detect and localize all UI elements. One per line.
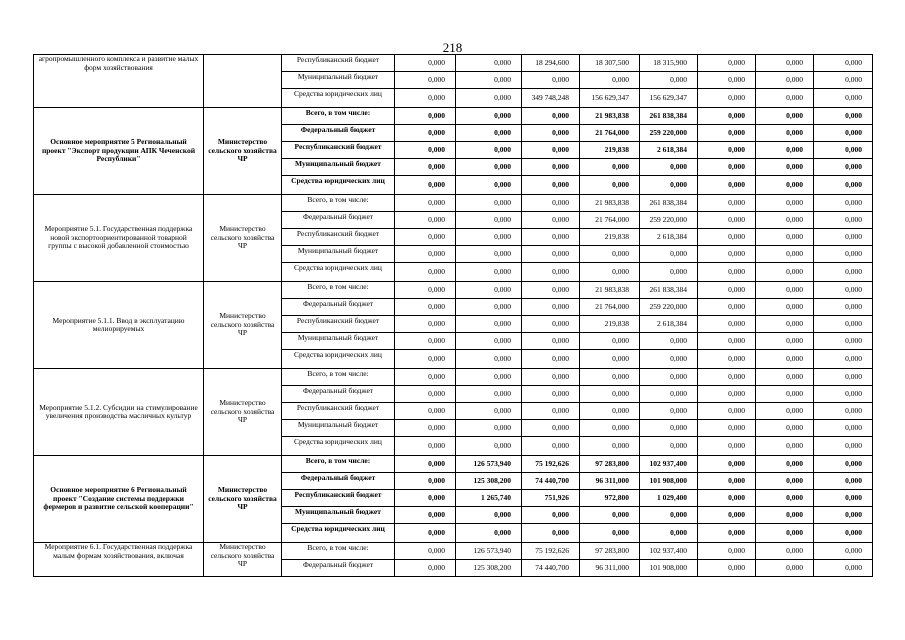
- amount-cell: 0,000: [814, 176, 873, 195]
- amount-cell: 0,000: [456, 229, 522, 246]
- amount-cell: 0,000: [395, 55, 456, 72]
- amount-cell: 21 764,000: [580, 212, 640, 229]
- amount-cell: 21 764,000: [580, 125, 640, 142]
- amount-cell: 0,000: [756, 282, 814, 299]
- amount-cell: 0,000: [522, 159, 580, 176]
- amount-cell: 0,000: [395, 490, 456, 507]
- measure-title: Мероприятие 5.1.1. Ввод в эксплуатацию мелиорируемых: [34, 282, 204, 369]
- funding-source: Муниципальный бюджет: [282, 72, 395, 89]
- amount-cell: 96 311,000: [580, 560, 640, 577]
- amount-cell: 0,000: [395, 229, 456, 246]
- amount-cell: 0,000: [395, 282, 456, 299]
- funding-source: Всего, в том числе:: [282, 543, 395, 560]
- funding-source: Федеральный бюджет: [282, 386, 395, 403]
- amount-cell: 156 629,347: [580, 89, 640, 108]
- measure-executor: Министерство сельского хозяйства ЧР: [204, 195, 282, 282]
- amount-cell: 0,000: [522, 386, 580, 403]
- funding-source: Муниципальный бюджет: [282, 246, 395, 263]
- amount-cell: 0,000: [640, 403, 698, 420]
- amount-cell: 0,000: [814, 299, 873, 316]
- amount-cell: 0,000: [698, 473, 756, 490]
- amount-cell: 2 618,384: [640, 142, 698, 159]
- measure-executor: [204, 55, 282, 108]
- amount-cell: 0,000: [756, 72, 814, 89]
- amount-cell: 0,000: [814, 316, 873, 333]
- amount-cell: 0,000: [814, 108, 873, 125]
- amount-cell: 0,000: [698, 333, 756, 350]
- amount-cell: 0,000: [698, 195, 756, 212]
- amount-cell: 0,000: [522, 282, 580, 299]
- funding-source: Средства юридических лиц: [282, 263, 395, 282]
- amount-cell: 0,000: [395, 125, 456, 142]
- amount-cell: 18 315,900: [640, 55, 698, 72]
- amount-cell: 0,000: [756, 316, 814, 333]
- amount-cell: 0,000: [580, 350, 640, 369]
- funding-source: Средства юридических лиц: [282, 89, 395, 108]
- amount-cell: 0,000: [395, 543, 456, 560]
- amount-cell: 0,000: [580, 524, 640, 543]
- amount-cell: 0,000: [456, 142, 522, 159]
- amount-cell: 0,000: [698, 229, 756, 246]
- amount-cell: 0,000: [814, 350, 873, 369]
- amount-cell: 349 748,248: [522, 89, 580, 108]
- amount-cell: 261 838,384: [640, 282, 698, 299]
- amount-cell: 0,000: [814, 263, 873, 282]
- amount-cell: 0,000: [395, 246, 456, 263]
- amount-cell: 0,000: [756, 176, 814, 195]
- amount-cell: 0,000: [395, 437, 456, 456]
- amount-cell: 0,000: [698, 437, 756, 456]
- amount-cell: 0,000: [698, 386, 756, 403]
- amount-cell: 1 265,740: [456, 490, 522, 507]
- funding-source: Всего, в том числе:: [282, 195, 395, 212]
- table-row: [34, 108, 873, 125]
- funding-source: Средства юридических лиц: [282, 437, 395, 456]
- funding-source: Всего, в том числе:: [282, 108, 395, 125]
- funding-source: Всего, в том числе:: [282, 369, 395, 386]
- measure-title: Мероприятие 5.1. Государственная поддержка новой экспортоориентированной товарной группы с высокой добавленной стоимостью: [34, 195, 204, 282]
- amount-cell: 0,000: [395, 350, 456, 369]
- measure-title: Основное мероприятие 5 Региональный проект "Экспорт продукции АПК Чеченской Республики": [34, 108, 204, 195]
- amount-cell: 126 573,940: [456, 543, 522, 560]
- amount-cell: 0,000: [814, 282, 873, 299]
- funding-source: Федеральный бюджет: [282, 125, 395, 142]
- amount-cell: 0,000: [640, 507, 698, 524]
- amount-cell: 0,000: [756, 125, 814, 142]
- funding-source: Муниципальный бюджет: [282, 159, 395, 176]
- amount-cell: 0,000: [522, 524, 580, 543]
- amount-cell: 0,000: [756, 229, 814, 246]
- amount-cell: 0,000: [580, 159, 640, 176]
- amount-cell: 0,000: [395, 263, 456, 282]
- amount-cell: 0,000: [456, 195, 522, 212]
- amount-cell: 21 983,838: [580, 108, 640, 125]
- amount-cell: 0,000: [522, 403, 580, 420]
- measure-executor: Министерство сельского хозяйства ЧР: [204, 543, 282, 577]
- amount-cell: 0,000: [756, 456, 814, 473]
- amount-cell: 2 618,384: [640, 229, 698, 246]
- funding-source: Федеральный бюджет: [282, 299, 395, 316]
- amount-cell: 0,000: [456, 89, 522, 108]
- funding-source: Федеральный бюджет: [282, 212, 395, 229]
- amount-cell: 0,000: [814, 420, 873, 437]
- amount-cell: 0,000: [395, 72, 456, 89]
- amount-cell: 97 283,800: [580, 456, 640, 473]
- amount-cell: 0,000: [814, 229, 873, 246]
- amount-cell: 0,000: [580, 403, 640, 420]
- amount-cell: 102 937,400: [640, 456, 698, 473]
- amount-cell: 0,000: [814, 89, 873, 108]
- amount-cell: 0,000: [456, 386, 522, 403]
- amount-cell: 125 308,200: [456, 560, 522, 577]
- amount-cell: 0,000: [698, 403, 756, 420]
- measure-executor: Министерство сельского хозяйства ЧР: [204, 369, 282, 456]
- amount-cell: 0,000: [640, 524, 698, 543]
- amount-cell: 0,000: [698, 524, 756, 543]
- table-row: [34, 55, 873, 72]
- amount-cell: 0,000: [756, 246, 814, 263]
- funding-source: Средства юридических лиц: [282, 524, 395, 543]
- measure-executor: Министерство сельского хозяйства ЧР: [204, 282, 282, 369]
- amount-cell: 0,000: [522, 420, 580, 437]
- amount-cell: 0,000: [456, 72, 522, 89]
- amount-cell: 0,000: [698, 316, 756, 333]
- amount-cell: 0,000: [522, 316, 580, 333]
- amount-cell: 0,000: [395, 403, 456, 420]
- amount-cell: 0,000: [456, 125, 522, 142]
- amount-cell: 0,000: [814, 473, 873, 490]
- amount-cell: 0,000: [580, 246, 640, 263]
- amount-cell: 0,000: [395, 212, 456, 229]
- amount-cell: 0,000: [580, 386, 640, 403]
- amount-cell: 0,000: [395, 524, 456, 543]
- amount-cell: 0,000: [395, 507, 456, 524]
- amount-cell: 0,000: [698, 142, 756, 159]
- amount-cell: 0,000: [756, 524, 814, 543]
- amount-cell: 0,000: [814, 55, 873, 72]
- amount-cell: 0,000: [395, 299, 456, 316]
- amount-cell: 219,838: [580, 142, 640, 159]
- amount-cell: 0,000: [456, 263, 522, 282]
- amount-cell: 0,000: [522, 212, 580, 229]
- amount-cell: 75 192,626: [522, 456, 580, 473]
- amount-cell: 0,000: [522, 125, 580, 142]
- amount-cell: 0,000: [698, 125, 756, 142]
- amount-cell: 0,000: [640, 386, 698, 403]
- amount-cell: 126 573,940: [456, 456, 522, 473]
- amount-cell: 0,000: [698, 263, 756, 282]
- amount-cell: 0,000: [814, 543, 873, 560]
- amount-cell: 0,000: [756, 350, 814, 369]
- amount-cell: 0,000: [522, 299, 580, 316]
- amount-cell: 0,000: [456, 282, 522, 299]
- funding-source: Федеральный бюджет: [282, 560, 395, 577]
- amount-cell: 0,000: [395, 369, 456, 386]
- funding-source: Федеральный бюджет: [282, 473, 395, 490]
- amount-cell: 0,000: [814, 195, 873, 212]
- funding-source: Средства юридических лиц: [282, 176, 395, 195]
- amount-cell: 74 440,700: [522, 560, 580, 577]
- amount-cell: 0,000: [456, 420, 522, 437]
- amount-cell: 96 311,000: [580, 473, 640, 490]
- funding-source: Республиканский бюджет: [282, 403, 395, 420]
- measure-title: агропромышленного комплекса и развитие малых форм хозяйствования: [34, 55, 204, 108]
- amount-cell: 0,000: [814, 212, 873, 229]
- amount-cell: 259 220,000: [640, 212, 698, 229]
- amount-cell: 0,000: [814, 125, 873, 142]
- measure-executor: Министерство сельского хозяйства ЧР: [204, 108, 282, 195]
- amount-cell: 0,000: [756, 543, 814, 560]
- amount-cell: 0,000: [814, 403, 873, 420]
- amount-cell: 0,000: [698, 159, 756, 176]
- amount-cell: 0,000: [698, 108, 756, 125]
- amount-cell: 0,000: [456, 108, 522, 125]
- amount-cell: 0,000: [456, 55, 522, 72]
- amount-cell: 125 308,200: [456, 473, 522, 490]
- amount-cell: 0,000: [395, 316, 456, 333]
- amount-cell: 261 838,384: [640, 108, 698, 125]
- amount-cell: 0,000: [580, 507, 640, 524]
- amount-cell: 0,000: [395, 142, 456, 159]
- measure-executor: Министерство сельского хозяйства ЧР: [204, 456, 282, 543]
- amount-cell: 0,000: [814, 333, 873, 350]
- amount-cell: 0,000: [756, 490, 814, 507]
- amount-cell: 0,000: [580, 420, 640, 437]
- amount-cell: 18 307,500: [580, 55, 640, 72]
- amount-cell: 0,000: [756, 195, 814, 212]
- amount-cell: 0,000: [756, 159, 814, 176]
- amount-cell: 0,000: [640, 263, 698, 282]
- amount-cell: 0,000: [814, 560, 873, 577]
- amount-cell: 0,000: [456, 333, 522, 350]
- amount-cell: 101 908,000: [640, 560, 698, 577]
- measure-title: Основное мероприятие 6 Региональный проект "Создание системы поддержки фермеров и развитие сельской кооперации": [34, 456, 204, 543]
- amount-cell: 0,000: [522, 507, 580, 524]
- amount-cell: 0,000: [456, 246, 522, 263]
- amount-cell: 0,000: [395, 195, 456, 212]
- funding-source: Республиканский бюджет: [282, 490, 395, 507]
- amount-cell: 0,000: [395, 456, 456, 473]
- amount-cell: 0,000: [756, 386, 814, 403]
- amount-cell: 0,000: [756, 560, 814, 577]
- amount-cell: 0,000: [756, 420, 814, 437]
- measure-title: Мероприятие 6.1. Государственная поддержка малым формам хозяйствования, включая: [34, 543, 204, 577]
- funding-source: Республиканский бюджет: [282, 55, 395, 72]
- amount-cell: 101 908,000: [640, 473, 698, 490]
- amount-cell: 0,000: [522, 108, 580, 125]
- amount-cell: 0,000: [640, 333, 698, 350]
- amount-cell: 0,000: [456, 350, 522, 369]
- amount-cell: 0,000: [395, 473, 456, 490]
- amount-cell: 0,000: [756, 299, 814, 316]
- amount-cell: 0,000: [814, 72, 873, 89]
- amount-cell: 1 029,400: [640, 490, 698, 507]
- amount-cell: 0,000: [756, 473, 814, 490]
- amount-cell: 0,000: [698, 176, 756, 195]
- amount-cell: 0,000: [522, 142, 580, 159]
- amount-cell: 0,000: [756, 55, 814, 72]
- amount-cell: 0,000: [698, 369, 756, 386]
- amount-cell: 0,000: [640, 72, 698, 89]
- amount-cell: 0,000: [698, 420, 756, 437]
- amount-cell: 0,000: [456, 369, 522, 386]
- amount-cell: 0,000: [698, 456, 756, 473]
- amount-cell: 0,000: [698, 89, 756, 108]
- amount-cell: 0,000: [698, 543, 756, 560]
- amount-cell: 0,000: [640, 420, 698, 437]
- amount-cell: 972,800: [580, 490, 640, 507]
- amount-cell: 0,000: [698, 55, 756, 72]
- amount-cell: 0,000: [814, 507, 873, 524]
- funding-source: Республиканский бюджет: [282, 229, 395, 246]
- amount-cell: 0,000: [522, 350, 580, 369]
- amount-cell: 97 283,800: [580, 543, 640, 560]
- amount-cell: 0,000: [395, 386, 456, 403]
- amount-cell: 0,000: [698, 507, 756, 524]
- amount-cell: 0,000: [756, 403, 814, 420]
- amount-cell: 0,000: [580, 437, 640, 456]
- amount-cell: 219,838: [580, 316, 640, 333]
- amount-cell: 0,000: [698, 282, 756, 299]
- amount-cell: 0,000: [756, 212, 814, 229]
- funding-source: Республиканский бюджет: [282, 142, 395, 159]
- funding-source: Муниципальный бюджет: [282, 333, 395, 350]
- amount-cell: 18 294,600: [522, 55, 580, 72]
- amount-cell: 0,000: [756, 263, 814, 282]
- amount-cell: 0,000: [640, 437, 698, 456]
- amount-cell: 0,000: [814, 142, 873, 159]
- amount-cell: 0,000: [522, 229, 580, 246]
- amount-cell: 74 440,700: [522, 473, 580, 490]
- amount-cell: 0,000: [456, 159, 522, 176]
- amount-cell: 0,000: [756, 108, 814, 125]
- amount-cell: 0,000: [395, 176, 456, 195]
- funding-source: Муниципальный бюджет: [282, 507, 395, 524]
- funding-source: Муниципальный бюджет: [282, 420, 395, 437]
- amount-cell: 0,000: [580, 176, 640, 195]
- amount-cell: 0,000: [522, 195, 580, 212]
- amount-cell: 219,838: [580, 229, 640, 246]
- amount-cell: 0,000: [522, 246, 580, 263]
- amount-cell: 0,000: [640, 159, 698, 176]
- amount-cell: 0,000: [698, 350, 756, 369]
- amount-cell: 0,000: [580, 72, 640, 89]
- amount-cell: 0,000: [640, 246, 698, 263]
- amount-cell: 0,000: [698, 299, 756, 316]
- amount-cell: 0,000: [456, 507, 522, 524]
- amount-cell: 0,000: [698, 72, 756, 89]
- amount-cell: 0,000: [522, 333, 580, 350]
- table-row: [34, 195, 873, 212]
- amount-cell: 751,926: [522, 490, 580, 507]
- amount-cell: 0,000: [456, 437, 522, 456]
- amount-cell: 0,000: [522, 263, 580, 282]
- amount-cell: 0,000: [814, 386, 873, 403]
- amount-cell: 0,000: [814, 456, 873, 473]
- amount-cell: 0,000: [814, 490, 873, 507]
- amount-cell: 259 220,000: [640, 299, 698, 316]
- amount-cell: 21 983,838: [580, 282, 640, 299]
- amount-cell: 0,000: [522, 369, 580, 386]
- funding-source: Средства юридических лиц: [282, 350, 395, 369]
- amount-cell: 0,000: [456, 524, 522, 543]
- amount-cell: 0,000: [395, 108, 456, 125]
- amount-cell: 0,000: [522, 437, 580, 456]
- amount-cell: 0,000: [522, 176, 580, 195]
- funding-source: Республиканский бюджет: [282, 316, 395, 333]
- amount-cell: 0,000: [640, 369, 698, 386]
- amount-cell: 0,000: [756, 89, 814, 108]
- amount-cell: 0,000: [395, 333, 456, 350]
- amount-cell: 0,000: [395, 89, 456, 108]
- amount-cell: 259 220,000: [640, 125, 698, 142]
- amount-cell: 0,000: [580, 369, 640, 386]
- amount-cell: 0,000: [814, 159, 873, 176]
- amount-cell: 0,000: [814, 437, 873, 456]
- amount-cell: 0,000: [580, 263, 640, 282]
- amount-cell: 21 764,000: [580, 299, 640, 316]
- amount-cell: 0,000: [456, 316, 522, 333]
- amount-cell: 0,000: [756, 437, 814, 456]
- page-number: 218: [442, 40, 463, 55]
- amount-cell: 0,000: [456, 212, 522, 229]
- amount-cell: 0,000: [640, 350, 698, 369]
- amount-cell: 261 838,384: [640, 195, 698, 212]
- amount-cell: 0,000: [580, 333, 640, 350]
- amount-cell: 0,000: [456, 299, 522, 316]
- amount-cell: 0,000: [395, 159, 456, 176]
- amount-cell: 0,000: [522, 72, 580, 89]
- amount-cell: 0,000: [456, 403, 522, 420]
- amount-cell: 0,000: [756, 507, 814, 524]
- amount-cell: 156 629,347: [640, 89, 698, 108]
- table-row: [34, 543, 873, 560]
- amount-cell: 0,000: [814, 246, 873, 263]
- table-row: [34, 282, 873, 299]
- amount-cell: 0,000: [640, 176, 698, 195]
- table-row: [34, 369, 873, 386]
- amount-cell: 0,000: [698, 246, 756, 263]
- amount-cell: 0,000: [756, 333, 814, 350]
- amount-cell: 0,000: [395, 560, 456, 577]
- amount-cell: 102 937,400: [640, 543, 698, 560]
- amount-cell: 0,000: [395, 420, 456, 437]
- budget-table: [33, 54, 873, 577]
- measure-title: Мероприятие 5.1.2. Субсидии на стимулирование увеличения производства масличных культур: [34, 369, 204, 456]
- amount-cell: 0,000: [756, 369, 814, 386]
- table-body: [34, 55, 873, 577]
- amount-cell: 0,000: [698, 490, 756, 507]
- amount-cell: 75 192,626: [522, 543, 580, 560]
- amount-cell: 0,000: [456, 176, 522, 195]
- amount-cell: 0,000: [698, 560, 756, 577]
- amount-cell: 2 618,384: [640, 316, 698, 333]
- funding-source: Всего, в том числе:: [282, 282, 395, 299]
- amount-cell: 0,000: [814, 369, 873, 386]
- amount-cell: 0,000: [756, 142, 814, 159]
- amount-cell: 21 983,838: [580, 195, 640, 212]
- funding-source: Всего, в том числе:: [282, 456, 395, 473]
- amount-cell: 0,000: [814, 524, 873, 543]
- amount-cell: 0,000: [698, 212, 756, 229]
- table-row: [34, 456, 873, 473]
